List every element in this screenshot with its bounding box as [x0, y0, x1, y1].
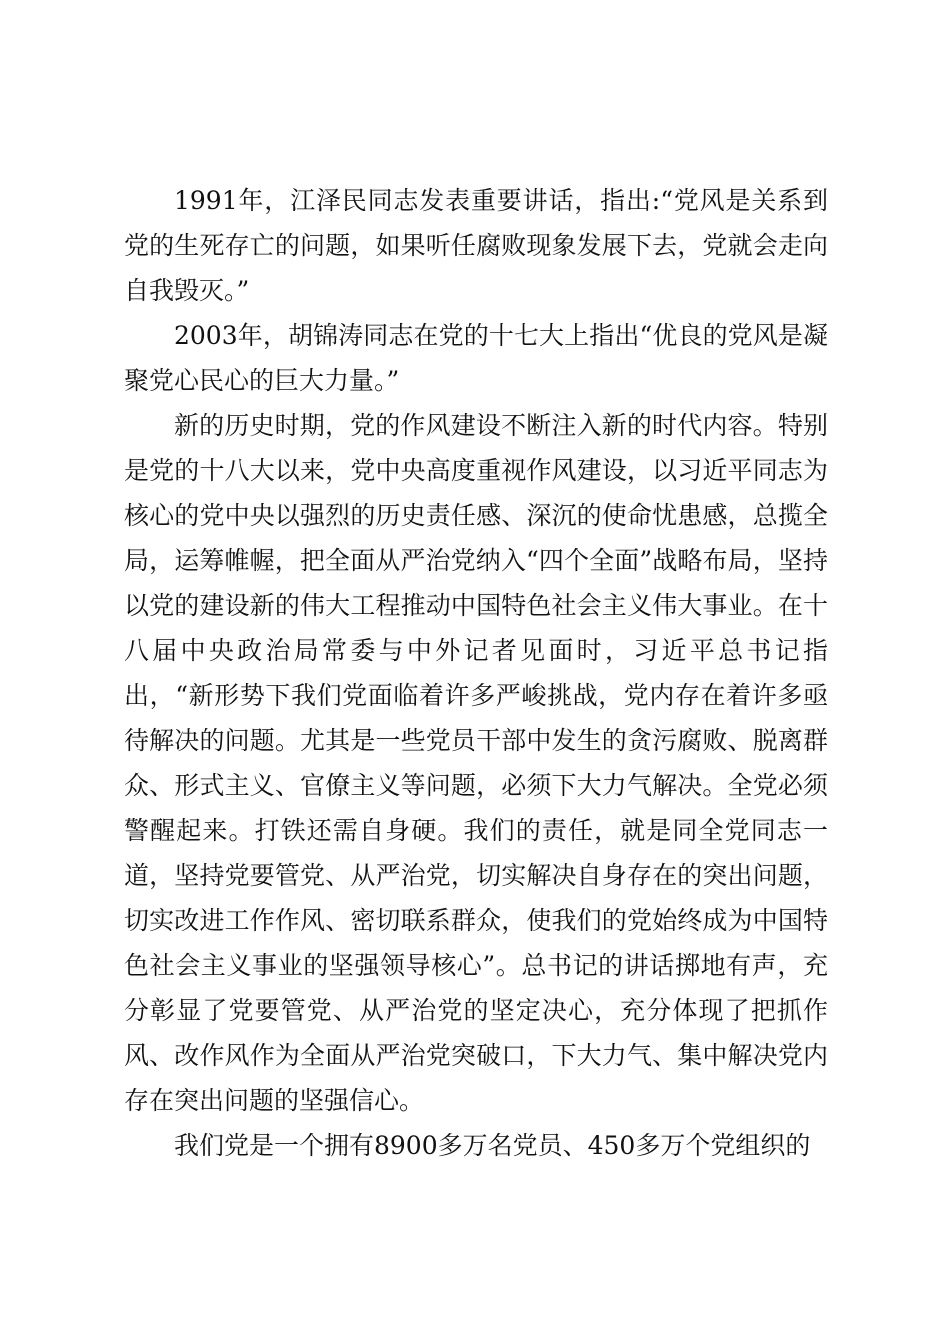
paragraph-party-membership: 我们党是一个拥有8900多万名党员、450多万个党组织的	[174, 1131, 811, 1160]
paragraph-jiang-zemin-quote: 1991年，江泽民同志发表重要讲话，指出:“党风是关系到党的生死存亡的问题，如果听任腐败现象发展下去，党就会走向自我毁灭。”	[124, 186, 828, 305]
paragraph-hu-jintao-quote: 2003年，胡锦涛同志在党的十七大上指出“优良的党风是凝聚党心民心的巨大力量。”	[124, 321, 828, 395]
paragraph-new-era-style-building: 新的历史时期，党的作风建设不断注入新的时代内容。特别是党的十八大以来，党中央高度重视作风建设，以习近平同志为核心的党中央以强烈的历史责任感、深沉的使命忧患感，总揽全局，运筹帷幄，把全面从严治党纳入“四个全面”战略布局，坚持以党的建设新的伟大工程推动中国特色社会主义伟大事业。在十八届中央政治局常委与中外记者见面时，习近平总书记指出，“新形势下我们党面临着许多严峻挑战，党内存在着许多亟待解决的问题。尤其是一些党员干部中发生的贪污腐败、脱离群众、形式主义、官僚主义等问题，必须下大力气解决。全党必须警醒起来。打铁还需自身硬。我们的责任，就是同全党同志一道，坚持党要管党、从严治党，切实解决自身存在的突出问题，切实改进工作作风、密切联系群众，使我们的党始终成为中国特色社会主义事业的坚强领导核心”。总书记的讲话掷地有声，充分彰显了党要管党、从严治党的坚定决心，充分体现了把抓作风、改作风作为全面从严治党突破口，下大力气、集中解决党内存在突出问题的坚强信心。	[124, 411, 828, 1115]
document-body	[124, 178, 828, 1168]
